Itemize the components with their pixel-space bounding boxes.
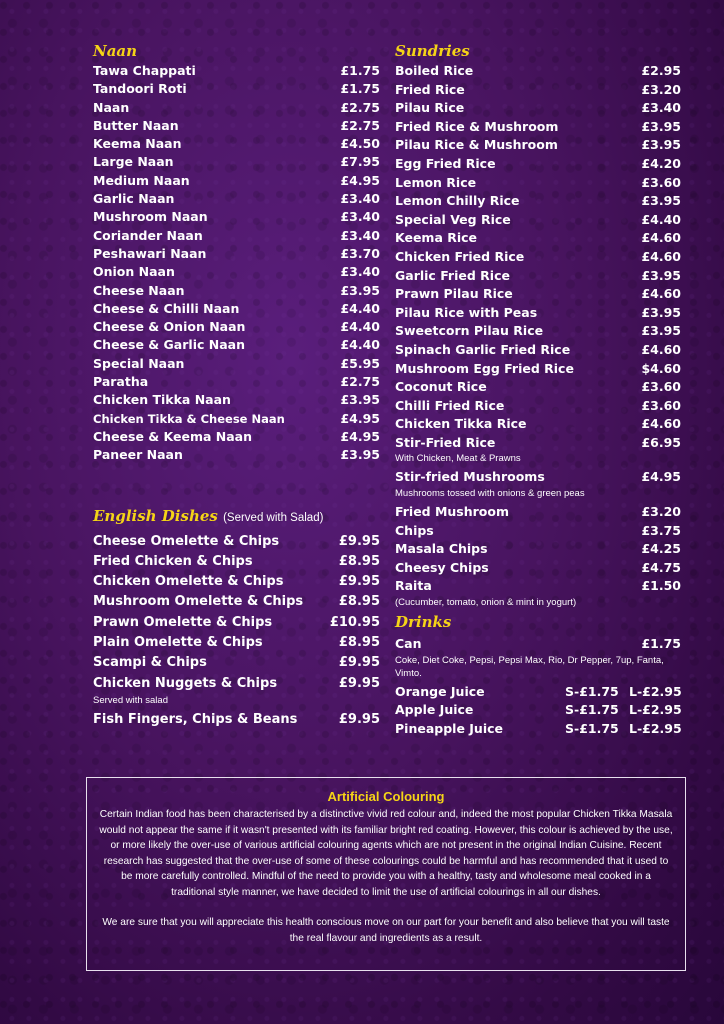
menu-item-note: (Cucumber, tomato, onion & mint in yogurt) bbox=[395, 597, 577, 609]
menu-item-price: £8.95 bbox=[338, 553, 380, 569]
menu-item bbox=[395, 285, 681, 304]
drink-item-can bbox=[395, 635, 681, 654]
english-dishes-subtitle: (Served with Salad) bbox=[223, 511, 324, 524]
menu-item-name: Can bbox=[395, 636, 422, 652]
menu-item-price: £3.75 bbox=[641, 522, 681, 538]
menu-item-price: £3.20 bbox=[641, 81, 681, 97]
menu-item-price: £4.95 bbox=[340, 428, 380, 444]
left-column bbox=[93, 42, 380, 730]
menu-item bbox=[395, 415, 681, 434]
menu-item-price: £3.95 bbox=[340, 447, 380, 463]
menu-item-name: Chicken Fried Rice bbox=[395, 248, 525, 264]
english-dishes-heading bbox=[93, 507, 380, 528]
menu-item-name: Fried Rice bbox=[395, 81, 465, 97]
menu-item-name: Garlic Naan bbox=[93, 191, 175, 207]
menu-item-price: £4.60 bbox=[641, 416, 681, 432]
drinks-heading: Drinks bbox=[395, 613, 452, 632]
menu-item bbox=[395, 155, 681, 174]
menu-item bbox=[93, 446, 380, 464]
menu-item bbox=[93, 282, 380, 300]
menu-item-name: Egg Fried Rice bbox=[395, 155, 496, 171]
menu-item-price: £3.95 bbox=[340, 392, 380, 408]
menu-item bbox=[93, 263, 380, 281]
menu-item-name: Fried Mushroom bbox=[395, 504, 510, 520]
menu-item-name: Scampi & Chips bbox=[93, 655, 207, 671]
menu-item bbox=[93, 355, 380, 373]
menu-item bbox=[93, 710, 380, 730]
menu-item-price: £8.95 bbox=[338, 635, 380, 651]
menu-item bbox=[395, 503, 681, 522]
english-dishes-list bbox=[93, 532, 380, 731]
menu-item-name: Cheese & Onion Naan bbox=[93, 319, 246, 335]
menu-item-name: Mushroom Egg Fried Rice bbox=[395, 360, 574, 376]
menu-item bbox=[395, 192, 681, 211]
menu-item-price: £3.40 bbox=[340, 264, 380, 280]
drinks-list bbox=[395, 635, 681, 738]
menu-item bbox=[93, 532, 380, 552]
menu-item bbox=[395, 118, 681, 137]
menu-item bbox=[395, 304, 681, 323]
menu-item-price: £4.60 bbox=[641, 248, 681, 264]
menu-item-name: Paneer Naan bbox=[93, 447, 183, 463]
menu-item-name: Masala Chips bbox=[395, 541, 488, 557]
menu-item-name: Garlic Fried Rice bbox=[395, 267, 510, 283]
menu-item-price: £4.95 bbox=[641, 469, 681, 485]
menu-item-price: £1.50 bbox=[641, 578, 681, 594]
drink-large-price: L-£2.95 bbox=[629, 702, 682, 718]
menu-item bbox=[93, 300, 380, 318]
english-dishes-title: English Dishes bbox=[93, 506, 218, 525]
menu-item-price: £9.95 bbox=[338, 675, 380, 691]
notice-title: Artificial Colouring bbox=[327, 789, 445, 804]
menu-item-note: Coke, Diet Coke, Pepsi, Pepsi Max, Rio, Dr Pepper, 7up, Fanta, Vimto. bbox=[395, 654, 664, 679]
menu-item bbox=[395, 211, 681, 230]
menu-item-price: £5.95 bbox=[340, 355, 380, 371]
artificial-colouring-notice bbox=[86, 777, 686, 971]
naan-heading: Naan bbox=[93, 42, 138, 60]
menu-item-price: £9.95 bbox=[338, 711, 380, 727]
menu-item bbox=[395, 174, 681, 193]
menu-item bbox=[395, 341, 681, 360]
menu-item-name: Coriander Naan bbox=[93, 227, 203, 243]
drink-large-price: L-£2.95 bbox=[629, 683, 682, 699]
menu-item-name: Keema Naan bbox=[93, 136, 182, 152]
menu-item bbox=[395, 322, 681, 341]
notice-paragraph-1: Certain Indian food has been characterised by a distinctive vivid red colour and, indeed the most popular Chicken Tikka Masala would not appear the same if it wasn't presented with its familiar bright red coating. However, this colour is achieved by the use, or more likely the over-use of various artificial colouring agents which are not present in the original Indian Cuisine. Recent research has suggested that the over-use of some of these colourings could be harmful and has recommended that it used to be more carefully controlled. Mindful of the need to provide you with a healthy, tasty and wholesome meal cooked in a traditional style manner, we have decided to limit the use of artificial colourings in all our dishes. bbox=[99, 809, 673, 898]
menu-item-price: £3.95 bbox=[641, 304, 681, 320]
menu-item-price: £2.75 bbox=[340, 99, 380, 115]
menu-item-price: £2.75 bbox=[340, 117, 380, 133]
menu-item bbox=[93, 674, 380, 694]
menu-item-name: Coconut Rice bbox=[395, 379, 487, 395]
menu-item-name: Spinach Garlic Fried Rice bbox=[395, 341, 571, 357]
menu-item bbox=[395, 559, 681, 578]
menu-item-price: £10.95 bbox=[329, 614, 380, 630]
drink-item bbox=[395, 683, 681, 702]
menu-item-note: With Chicken, Meat & Prawns bbox=[395, 453, 521, 465]
menu-item-price: £9.95 bbox=[338, 533, 380, 549]
menu-item-price: £3.95 bbox=[340, 282, 380, 298]
menu-item-price: £3.95 bbox=[641, 137, 681, 153]
menu-item-price: £1.75 bbox=[641, 636, 681, 652]
menu-item-price: £6.95 bbox=[641, 434, 681, 450]
menu-item-name: Chilli Fried Rice bbox=[395, 397, 505, 413]
drink-small-price: S-£1.75 bbox=[565, 720, 619, 736]
drink-name: Pineapple Juice bbox=[395, 720, 503, 736]
menu-item-price: £4.60 bbox=[641, 230, 681, 246]
menu-item-price: £1.75 bbox=[340, 81, 380, 97]
menu-item-price: £3.40 bbox=[340, 209, 380, 225]
menu-item bbox=[93, 552, 380, 572]
menu-item-name: Pilau Rice bbox=[395, 100, 465, 116]
menu-item bbox=[395, 136, 681, 155]
menu-item-name: Peshawari Naan bbox=[93, 245, 207, 261]
menu-item-price: £8.95 bbox=[338, 594, 380, 610]
menu-item-name: Pilau Rice with Peas bbox=[395, 304, 538, 320]
menu-item bbox=[93, 99, 380, 117]
menu-item-name: Butter Naan bbox=[93, 117, 179, 133]
menu-item bbox=[395, 434, 681, 453]
menu-item-name: Mushroom Omelette & Chips bbox=[93, 594, 304, 610]
menu-item-name: Prawn Pilau Rice bbox=[395, 286, 513, 302]
menu-item bbox=[395, 468, 681, 487]
menu-item-price: £3.60 bbox=[641, 397, 681, 413]
drink-name: Orange Juice bbox=[395, 683, 485, 699]
menu-item bbox=[93, 80, 380, 98]
menu-item-price: £4.40 bbox=[340, 337, 380, 353]
menu-item-price: £3.60 bbox=[641, 174, 681, 190]
menu-item-price: £2.75 bbox=[340, 374, 380, 390]
menu-item-name: Fried Chicken & Chips bbox=[93, 553, 253, 569]
menu-item bbox=[395, 577, 681, 596]
menu-item-name: Chicken Tikka Rice bbox=[395, 416, 527, 432]
menu-item-price: £3.40 bbox=[340, 191, 380, 207]
menu-item-name: Sweetcorn Pilau Rice bbox=[395, 323, 544, 339]
menu-item-name: Fish Fingers, Chips & Beans bbox=[93, 711, 298, 727]
menu-item-price: £3.40 bbox=[641, 100, 681, 116]
menu-item-name: Naan bbox=[93, 99, 130, 115]
menu-item-name: Chicken Tikka & Cheese Naan bbox=[93, 411, 285, 426]
menu-item bbox=[93, 245, 380, 263]
menu-item-price: £9.95 bbox=[338, 655, 380, 671]
menu-item-name: Lemon Rice bbox=[395, 174, 477, 190]
menu-item-name: Stir-Fried Rice bbox=[395, 434, 496, 450]
menu-item bbox=[93, 172, 380, 190]
menu-item-name: Stir-fried Mushrooms bbox=[395, 469, 545, 485]
menu-item bbox=[395, 267, 681, 286]
menu-item bbox=[93, 653, 380, 673]
menu-item bbox=[395, 378, 681, 397]
menu-item-name: Fried Rice & Mushroom bbox=[395, 118, 559, 134]
menu-item bbox=[395, 99, 681, 118]
menu-item-price: £4.20 bbox=[641, 155, 681, 171]
menu-item bbox=[395, 522, 681, 541]
menu-item bbox=[395, 540, 681, 559]
menu-item-price: £4.40 bbox=[340, 319, 380, 335]
menu-item-name: Special Veg Rice bbox=[395, 211, 511, 227]
menu-item-name: Large Naan bbox=[93, 154, 174, 170]
menu-item-price: £1.75 bbox=[340, 63, 380, 78]
menu-item-price: $4.60 bbox=[641, 360, 681, 376]
menu-item bbox=[93, 373, 380, 391]
menu-item-name: Keema Rice bbox=[395, 230, 478, 246]
menu-item-name: Chicken Tikka Naan bbox=[93, 392, 231, 408]
menu-item bbox=[93, 135, 380, 153]
menu-item-name: Medium Naan bbox=[93, 172, 190, 188]
menu-item-price: £4.25 bbox=[641, 541, 681, 557]
drink-small-price: S-£1.75 bbox=[565, 702, 619, 718]
right-column bbox=[395, 42, 681, 738]
menu-item bbox=[93, 62, 380, 80]
menu-item-name: Cheese Naan bbox=[93, 282, 185, 298]
menu-item bbox=[93, 410, 380, 428]
menu-item bbox=[93, 208, 380, 226]
menu-item bbox=[395, 360, 681, 379]
drink-name: Apple Juice bbox=[395, 702, 474, 718]
menu-item-name: Cheese & Keema Naan bbox=[93, 428, 253, 444]
menu-item bbox=[93, 190, 380, 208]
drink-item bbox=[395, 701, 681, 720]
menu-item bbox=[93, 428, 380, 446]
menu-item-price: £3.70 bbox=[340, 245, 380, 261]
menu-item-name: Cheesy Chips bbox=[395, 559, 489, 575]
drink-small-price: S-£1.75 bbox=[565, 683, 619, 699]
menu-item-price: £4.40 bbox=[340, 300, 380, 316]
menu-item bbox=[395, 62, 681, 81]
sundries-heading: Sundries bbox=[395, 42, 470, 60]
menu-item bbox=[93, 117, 380, 135]
menu-item-price: £9.95 bbox=[338, 574, 380, 590]
menu-item-price: £3.95 bbox=[641, 323, 681, 339]
menu-item-name: Paratha bbox=[93, 374, 149, 390]
menu-item-name: Prawn Omelette & Chips bbox=[93, 614, 273, 630]
menu-item-name: Onion Naan bbox=[93, 264, 175, 280]
drink-large-price: L-£2.95 bbox=[629, 720, 682, 736]
menu-item-price: £4.60 bbox=[641, 286, 681, 302]
menu-item-price: £7.95 bbox=[340, 154, 380, 170]
menu-item bbox=[93, 592, 380, 612]
juice-list bbox=[395, 683, 681, 739]
menu-item-name: Tawa Chappati bbox=[93, 63, 196, 78]
menu-item-name: Chicken Nuggets & Chips bbox=[93, 675, 278, 691]
menu-item bbox=[395, 81, 681, 100]
menu-item-name: Cheese & Chilli Naan bbox=[93, 300, 240, 316]
menu-item-price: £2.95 bbox=[641, 63, 681, 78]
menu-item-name: Chicken Omelette & Chips bbox=[93, 574, 284, 590]
menu-item bbox=[93, 633, 380, 653]
menu-item-note: Mushrooms tossed with onions & green peas bbox=[395, 488, 585, 500]
menu-item-price: £3.40 bbox=[340, 227, 380, 243]
menu-item-price: £4.50 bbox=[340, 136, 380, 152]
menu-item bbox=[93, 613, 380, 633]
menu-item bbox=[93, 572, 380, 592]
menu-item bbox=[93, 318, 380, 336]
menu-item-name: Pilau Rice & Mushroom bbox=[395, 137, 558, 153]
menu-item-price: £4.95 bbox=[340, 410, 380, 426]
menu-item-price: £3.95 bbox=[641, 118, 681, 134]
menu-item-price: £4.75 bbox=[641, 559, 681, 575]
menu-item-price: £3.20 bbox=[641, 504, 681, 520]
menu-item-name: Plain Omelette & Chips bbox=[93, 635, 263, 651]
menu-item-price: £3.95 bbox=[641, 267, 681, 283]
menu-item-price: £3.95 bbox=[641, 193, 681, 209]
menu-item bbox=[395, 248, 681, 267]
menu-item-price: £4.60 bbox=[641, 341, 681, 357]
drink-item bbox=[395, 720, 681, 739]
menu-item-name: Mushroom Naan bbox=[93, 209, 208, 225]
menu-item-name: Chips bbox=[395, 522, 434, 538]
menu-item-name: Boiled Rice bbox=[395, 63, 474, 78]
menu-item bbox=[93, 391, 380, 409]
menu-item bbox=[395, 397, 681, 416]
menu-item-price: £4.40 bbox=[641, 211, 681, 227]
menu-item-price: £4.95 bbox=[340, 172, 380, 188]
menu-item-name: Lemon Chilly Rice bbox=[395, 193, 520, 209]
menu-item-name: Raita bbox=[395, 578, 432, 594]
menu-item-name: Cheese Omelette & Chips bbox=[93, 533, 280, 549]
menu-item-name: Tandoori Roti bbox=[93, 81, 187, 97]
menu-item bbox=[93, 227, 380, 245]
naan-list bbox=[93, 62, 380, 465]
menu-item-name: Special Naan bbox=[93, 355, 185, 371]
menu-item bbox=[93, 336, 380, 354]
sundries-list bbox=[395, 62, 681, 609]
menu-item-price: £3.60 bbox=[641, 379, 681, 395]
menu-item bbox=[93, 153, 380, 171]
menu-item bbox=[395, 229, 681, 248]
notice-paragraph-2: We are sure that you will appreciate this health conscious move on our part for your benefit and also believe that you will taste the real flavour and ingredients as a result. bbox=[102, 917, 670, 944]
menu-item-name: Cheese & Garlic Naan bbox=[93, 337, 245, 353]
menu-item-note: Served with salad bbox=[93, 694, 168, 706]
